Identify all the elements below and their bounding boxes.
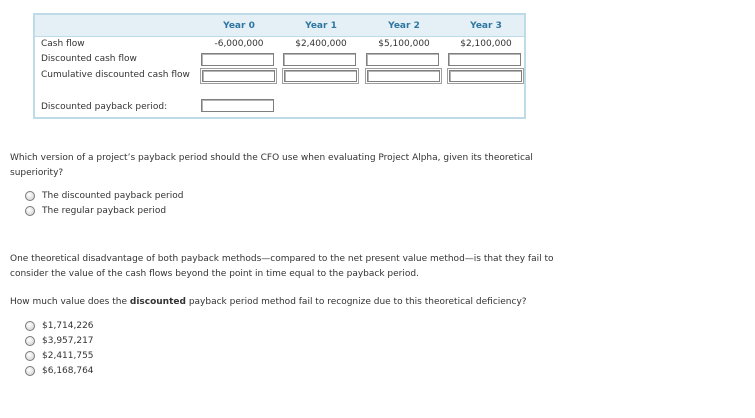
question-2-option-3[interactable] (25, 349, 94, 363)
radio-button-icon[interactable] (25, 191, 35, 201)
question-2-text (10, 295, 555, 310)
cash-flow-table (33, 13, 526, 119)
question-2-option-4-label: $6,168,764 (42, 366, 94, 376)
question-2-option-3-label: $2,411,755 (42, 351, 94, 361)
year-3-header: Year 3 (470, 21, 502, 31)
question-1-text: Which version of a project’s payback period should the CFO use when evaluating Project Alpha, given its theoretical superiority? (10, 153, 533, 178)
discounted-payback-period-label: Discounted payback period: (41, 102, 168, 112)
cash-flow-year-0: -6,000,000 (214, 39, 264, 49)
year-2-header: Year 2 (388, 21, 420, 31)
discounted-cash-flow-year-3-input[interactable] (448, 53, 521, 66)
question-2-prefix: How much value does the (10, 297, 130, 307)
year-0-header: Year 0 (223, 21, 255, 31)
year-1-header: Year 1 (305, 21, 337, 31)
payback-disadvantage-statement: One theoretical disadvantage of both payback methods—compared to the net present value method—is that they fail to consider the value of the cash flows beyond the point in time equal to the payback period. (10, 254, 554, 279)
discounted-cash-flow-year-1-input[interactable] (283, 53, 356, 66)
cash-flow-year-3: $2,100,000 (460, 39, 512, 49)
question-2-option-4[interactable] (25, 364, 94, 378)
discounted-cash-flow-year-0-input[interactable] (201, 53, 274, 66)
cumulative-dcf-year-3-input[interactable] (449, 70, 522, 82)
question-2-option-2-label: $3,957,217 (42, 336, 94, 346)
question-1-option-1[interactable] (25, 189, 183, 203)
question-2-emphasis: discounted (129, 297, 186, 307)
question-1-option-2-label: The regular payback period (42, 206, 167, 216)
question-2-option-1-label: $1,714,226 (42, 321, 94, 331)
cumulative-discounted-cash-flow-label: Cumulative discounted cash flow (41, 70, 190, 80)
question-2-option-1[interactable] (25, 319, 94, 333)
radio-button-icon[interactable] (25, 366, 35, 376)
radio-button-icon[interactable] (25, 321, 35, 331)
question-1-option-1-label: The discounted payback period (42, 191, 184, 201)
question-2-suffix: payback period method fail to recognize due to this theoretical deficiency? (185, 297, 527, 307)
question-2-option-2[interactable] (25, 334, 94, 348)
radio-button-icon[interactable] (25, 206, 35, 216)
cash-flow-label: Cash flow (41, 39, 85, 49)
cash-flow-year-1: $2,400,000 (295, 39, 347, 49)
radio-button-icon[interactable] (25, 351, 35, 361)
cumulative-dcf-year-1-input[interactable] (284, 70, 357, 82)
cumulative-dcf-year-0-input[interactable] (202, 70, 275, 82)
discounted-cash-flow-year-2-input[interactable] (366, 53, 439, 66)
discounted-cash-flow-label: Discounted cash flow (41, 54, 137, 64)
discounted-payback-period-input[interactable] (201, 99, 274, 112)
cash-flow-year-2: $5,100,000 (378, 39, 430, 49)
radio-button-icon[interactable] (25, 336, 35, 346)
cumulative-dcf-year-2-input[interactable] (367, 70, 440, 82)
question-1-option-2[interactable] (25, 204, 166, 218)
